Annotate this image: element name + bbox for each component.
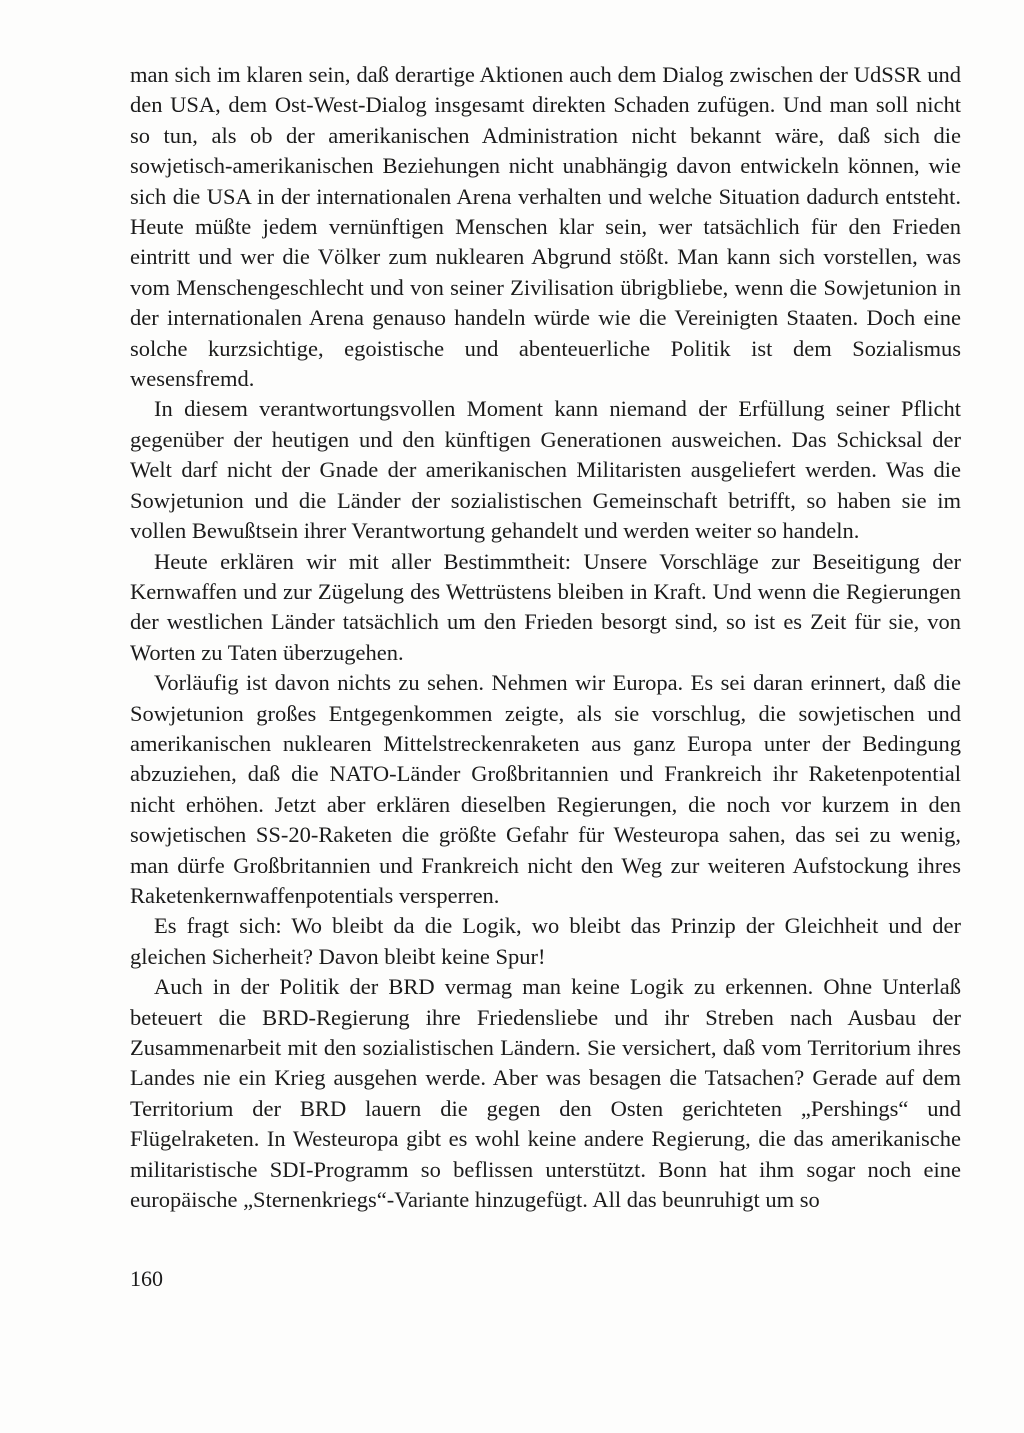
paragraph-2: In diesem verantwortungsvollen Moment kann niemand der Erfüllung seiner Pflicht gegenüber der heutigen und den künftigen Generationen ausweichen. Das Schicksal der Welt darf nicht der Gnade der amerikanischen Militaristen ausgeliefert werden. Was die Sowjetunion und die Länder der sozialistischen Gemeinschaft betrifft, so haben sie im vollen Bewußtsein ihrer Verantwortung gehandelt und werden weiter so handeln.: [130, 396, 961, 544]
paragraph-1: man sich im klaren sein, daß derartige Aktionen auch dem Dialog zwischen der UdSSR und den USA, dem Ost-West-Dialog insgesamt direkten Schaden zufügen. Und man soll nicht so tun, als ob der amerikanischen Administration nicht bekannt wäre, daß sich die sowjetisch-amerikanischen Beziehungen nicht unabhängig davon entwickeln können, wie sich die USA in der internationalen Arena verhalten und welche Situation dadurch entsteht. Heute müßte jedem vernünftigen Menschen klar sein, wer tatsächlich für den Frieden eintritt und wer die Völker zum nuklearen Abgrund stößt. Man kann sich vorstellen, was vom Menschengeschlecht und von seiner Zivilisation übrigbliebe, wenn die Sowjetunion in der internationalen Arena genauso handeln würde wie die Vereinigten Staaten. Doch eine solche kurzsichtige, egoistische und abenteuerliche Politik ist dem Sozialismus wesensfremd.: [130, 62, 961, 392]
paragraph-5: Es fragt sich: Wo bleibt da die Logik, wo bleibt das Prinzip der Gleichheit und der gleichen Sicherheit? Davon bleibt keine Spur!: [130, 913, 961, 969]
paragraph-3: Heute erklären wir mit aller Bestimmtheit: Unsere Vorschläge zur Beseitigung der Kernwaffen und zur Zügelung des Wettrüstens bleiben in Kraft. Und wenn die Regierungen der westlichen Länder tatsächlich um den Frieden besorgt sind, so ist es Zeit für sie, von Worten zu Taten überzugehen.: [130, 548, 961, 665]
paragraph-4: Vorläufig ist davon nichts zu sehen. Nehmen wir Europa. Es sei daran erinnert, daß die Sowjetunion großes Entgegenkommen zeigte, als sie vorschlug, die sowjetischen und amerikanischen nuklearen Mittelstreckenraketen aus ganz Europa unter der Bedingung abzuziehen, daß die NATO-Länder Großbritannien und Frankreich ihr Raketenpotential nicht erhöhen. Jetzt aber erklären dieselben Regierungen, die noch vor kurzem in den sowjetischen SS-20-Raketen die größte Gefahr für Westeuropa sahen, das sei zu wenig, man dürfe Großbritannien und Frankreich nicht den Weg zur weiteren Aufstockung ihres Raketenkernwaffenpotentials versperren.: [130, 670, 961, 908]
body-text: [130, 60, 961, 1215]
paragraph-6: Auch in der Politik der BRD vermag man keine Logik zu erkennen. Ohne Unterlaß beteuert die BRD-Regierung ihre Friedensliebe und ihr Streben nach Ausbau der Zusammenarbeit mit den sozialistischen Ländern. Sie versichert, daß vom Territorium ihres Landes nie ein Krieg ausgehen werde. Aber was besagen die Tatsachen? Gerade auf dem Territorium der BRD lauern die gegen den Osten gerichteten „Pershings“ und Flügelraketen. In Westeuropa gibt es wohl keine andere Regierung, die das amerikanische militaristische SDI-Programm so beflissen unterstützt. Bonn hat ihm sogar noch eine europäische „Sternenkriegs“-Variante hinzugefügt. All das beunruhigt um so: [130, 974, 961, 1213]
page-number: 160: [130, 1266, 163, 1291]
